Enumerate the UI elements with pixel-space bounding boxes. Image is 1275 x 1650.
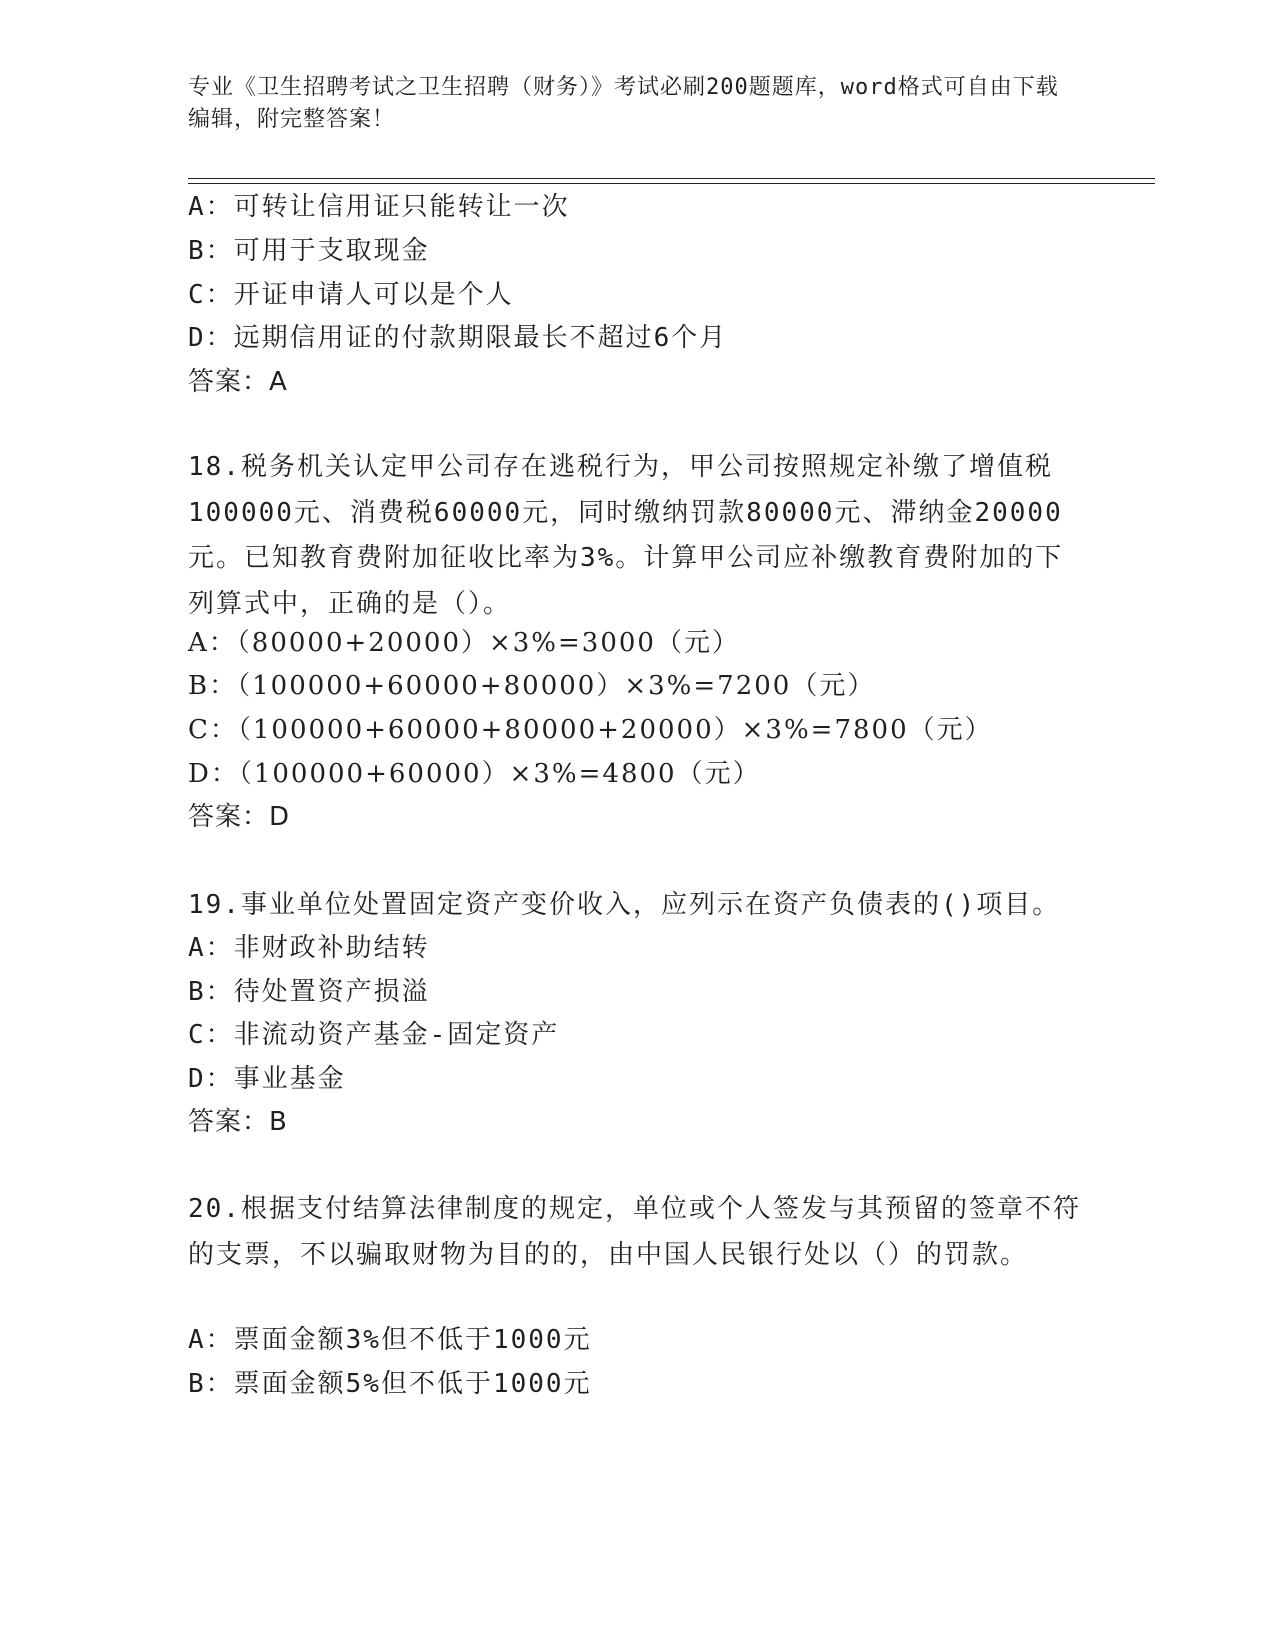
q20-stem: 20.根据支付结算法律制度的规定，单位或个人签发与其预留的签章不符的支票，不以骗取财物为目的的，由中国人民银行处以（）的罚款。 [188,1194,1081,1270]
q20-option-a: A：票面金额3%但不低于1000元 [188,1325,592,1355]
document-header: 专业《卫生招聘考试之卫生招聘（财务）》考试必刷200题题库，word格式可自由下载编辑，附完整答案！ [188,75,1059,132]
q20-option-b: B：票面金额5%但不低于1000元 [188,1369,592,1399]
q17-option-b: B：可用于支取现金 [188,236,430,266]
q17-option-c: C：开证申请人可以是个人 [188,280,514,310]
q19-option-d: D：事业基金 [188,1064,346,1094]
header-rule-top [188,178,1155,179]
q19-option-a: A：非财政补助结转 [188,933,430,963]
header-rule-bottom [188,183,1155,184]
q18-answer: 答案：D [188,802,291,832]
q19-answer: 答案：B [188,1107,288,1137]
q19-option-c: C：非流动资产基金-固定资产 [188,1020,560,1050]
q17-option-d: D：远期信用证的付款期限最长不超过6个月 [188,323,728,353]
q18-option-d: D：（100000+60000）×3%=4800（元） [188,759,761,789]
q18-option-c: C：（100000+60000+80000+20000）×3%=7800（元） [188,715,993,745]
q19-option-b: B：待处置资产损溢 [188,977,430,1007]
q17-option-a: A：可转让信用证只能转让一次 [188,192,570,222]
q19-stem: 19.事业单位处置固定资产变价收入，应列示在资产负债表的()项目。 [188,890,1061,920]
q18-stem: 18.税务机关认定甲公司存在逃税行为，甲公司按照规定补缴了增值税100000元、消费税60000元，同时缴纳罚款80000元、滞纳金20000元。已知教育费附加征收比率为3%。计算甲公司应补缴教育费附加的下列算式中，正确的是（）。 [188,452,1064,619]
q18-option-b: B：（100000+60000+80000）×3%=7200（元） [188,671,876,701]
q17-answer: 答案：A [188,367,288,397]
q18-option-a: A：（80000+20000）×3%=3000（元） [188,628,740,658]
